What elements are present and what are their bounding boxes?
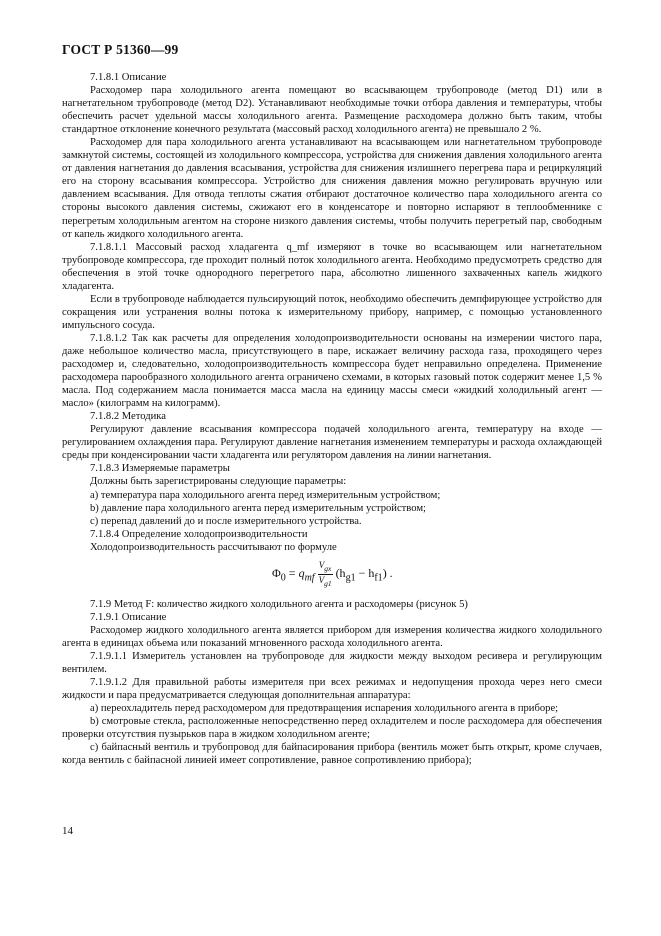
formula-eq: = — [285, 565, 299, 580]
paragraph: Холодопроизводительность рассчитывают по формуле — [90, 541, 337, 553]
paragraph: 7.1.9.1.2 Для правильной работы измерителя при всех режимах и недопущения прохода через него смеси жидкости и пара предусматривается следующая дополнительная аппаратура: — [62, 677, 602, 702]
paragraph: Регулируют давление всасывания компрессора подачей холодильного агента, температуру на входе — регулированием охлаждения пара. Регулируют давление нагнетания изменением температуры и расхода охлаждающей среды при конденсировании части хладагента или регулятором давления на линии нагнетания. — [62, 424, 602, 462]
list-item: с) перепад давлений до и после измерительного устройства. — [90, 515, 362, 527]
list-item: а) температура пара холодильного агента перед измерительным устройством; — [90, 489, 441, 501]
formula-fraction — [318, 560, 333, 589]
list-item: а) переохладитель перед расходомером для предотвращения испарения холодильного агента в приборе; — [90, 703, 559, 715]
formula-lhs-sub: 0 — [280, 572, 286, 584]
section-heading: 7.1.8.4 Определение холодопроизводительности — [90, 528, 308, 540]
formula-h2-sub: f1 — [374, 572, 383, 584]
section-heading: 7.1.8.3 Измеряемые параметры — [90, 463, 230, 475]
section-heading: 7.1.9.1 Описание — [90, 611, 167, 623]
paragraph: Расходомер жидкого холодильного агента является прибором для измерения количества жидкого холодильного агента в единицах объема или показаний мгновенного расхода холодильного агента. — [62, 624, 602, 649]
paragraph: Должны быть зарегистрированы следующие параметры: — [90, 476, 347, 488]
list-item: b) смотровые стекла, расположенные непосредственно перед охладителем и после расходомера для обеспечения проверки отсутствия пузырьков пара в жидком холодильном агенте; — [62, 716, 602, 741]
formula-q-sub: mf — [304, 572, 315, 584]
paragraph: 7.1.8.1.1 Массовый расход хладагента q_mf измеряют в точке во всасывающем или нагнетательном трубопроводе компрессора, где проходит полный поток холодильного агента. Необходимо предусмотреть средство для обеспечения в этой точке однородного перегретого пара, абсолютно лишенного захваченных капель жидкого хладагента. — [62, 241, 602, 292]
formula-minus: − h — [355, 565, 375, 580]
formula-frac-num: V — [318, 559, 325, 570]
list-item: b) давление пара холодильного агента перед измерительным устройством; — [90, 502, 426, 514]
formula-h1-sub: g1 — [345, 572, 356, 584]
formula-frac-num-sub: gx — [324, 563, 332, 573]
formula-tail: ) . — [382, 565, 393, 580]
page-number: 14 — [62, 825, 73, 837]
section-heading: 7.1.8.1 Описание — [90, 72, 167, 83]
formula-frac-den-sub: g1 — [324, 578, 332, 588]
paragraph: 7.1.9.1.1 Измеритель установлен на трубопроводе для жидкости между выходом ресивера и регулирующим вентилем. — [62, 650, 602, 675]
formula-frac-den: V — [318, 574, 325, 585]
section-heading: 7.1.9 Метод F: количество жидкого холодильного агента и расходомеры (рисунок 5) — [90, 598, 468, 610]
list-item: с) байпасный вентиль и трубопровод для байпасирования прибора (вентиль может быть открыт, кроме случаев, когда вентиль с байпасной линией имеет сопротивление, равное сопротивлению прибора); — [62, 742, 602, 767]
paragraph: Если в трубопроводе наблюдается пульсирующий поток, необходимо обеспечить демпфирующее устройство для сокращения или устранения волны потока к измерительному прибору, например, с помощью установленного импульсного сосуда. — [62, 293, 602, 331]
paragraph: Расходомер пара холодильного агента помещают во всасывающем трубопроводе (метод D1) или в нагнетательном трубопроводе (метод D2). Устанавливают необходимые точки отбора давления и температуры, чтобы обеспечить расчет удельной массы холодильного агента. Размещение расходомера должно быть таким, чтобы стандартное отклонение конечного результата (массовый расход холодильного агента) не превышало 2 %. — [62, 85, 602, 136]
formula-paren: (h — [335, 565, 346, 580]
formula-lhs: Φ — [272, 565, 281, 580]
paragraph: Расходомер для пара холодильного агента устанавливают на всасывающем или нагнетательном трубопроводе замкнутой системы, состоящей из холодильного компрессора, устройства для снижения давления холодильного агента от давления нагнетания до давления всасывания, устройства для снижения излишнего перегрева пара и рециркуляций его на сторону всасывания компрессора. Устройство для снижения давления можно регулировать вручную или давлением всасывания. Для отвода теплоты сжатия отбирают достаточное количество пара холодильного агента со стороны высокого давления системы, сжижают его в конденсаторе и повторно испаряют в теплообменнике с перегретым холодильным агентом на стороне низкого давления системы, чтобы получить перегретый пар, свободным от капель жидкого холодильного агента. — [62, 137, 602, 240]
body-text — [62, 71, 602, 767]
section-heading: 7.1.8.2 Методика — [90, 411, 166, 423]
formula-q: q — [298, 565, 305, 580]
paragraph: 7.1.8.1.2 Так как расчеты для определения холодопроизводительности основаны на измерении чистого пара, даже небольшое количество масла, присутствующего в паре, искажает величину расхода газа, проходящего через расходомер и, следовательно, холодопроизводительность компрессора будет неправильно определена. Применение расходомера парообразного холодильного агента ограничено схемами, в которых газовый поток содержит менее 1,5 % масла. Под содержанием масла понимается масса масла на единицу массы смеси «жидкий холодильный агент — масло» (килограмм на килограмм). — [62, 332, 602, 410]
standard-header: ГОСТ Р 51360—99 — [62, 42, 179, 57]
formula — [62, 554, 602, 598]
